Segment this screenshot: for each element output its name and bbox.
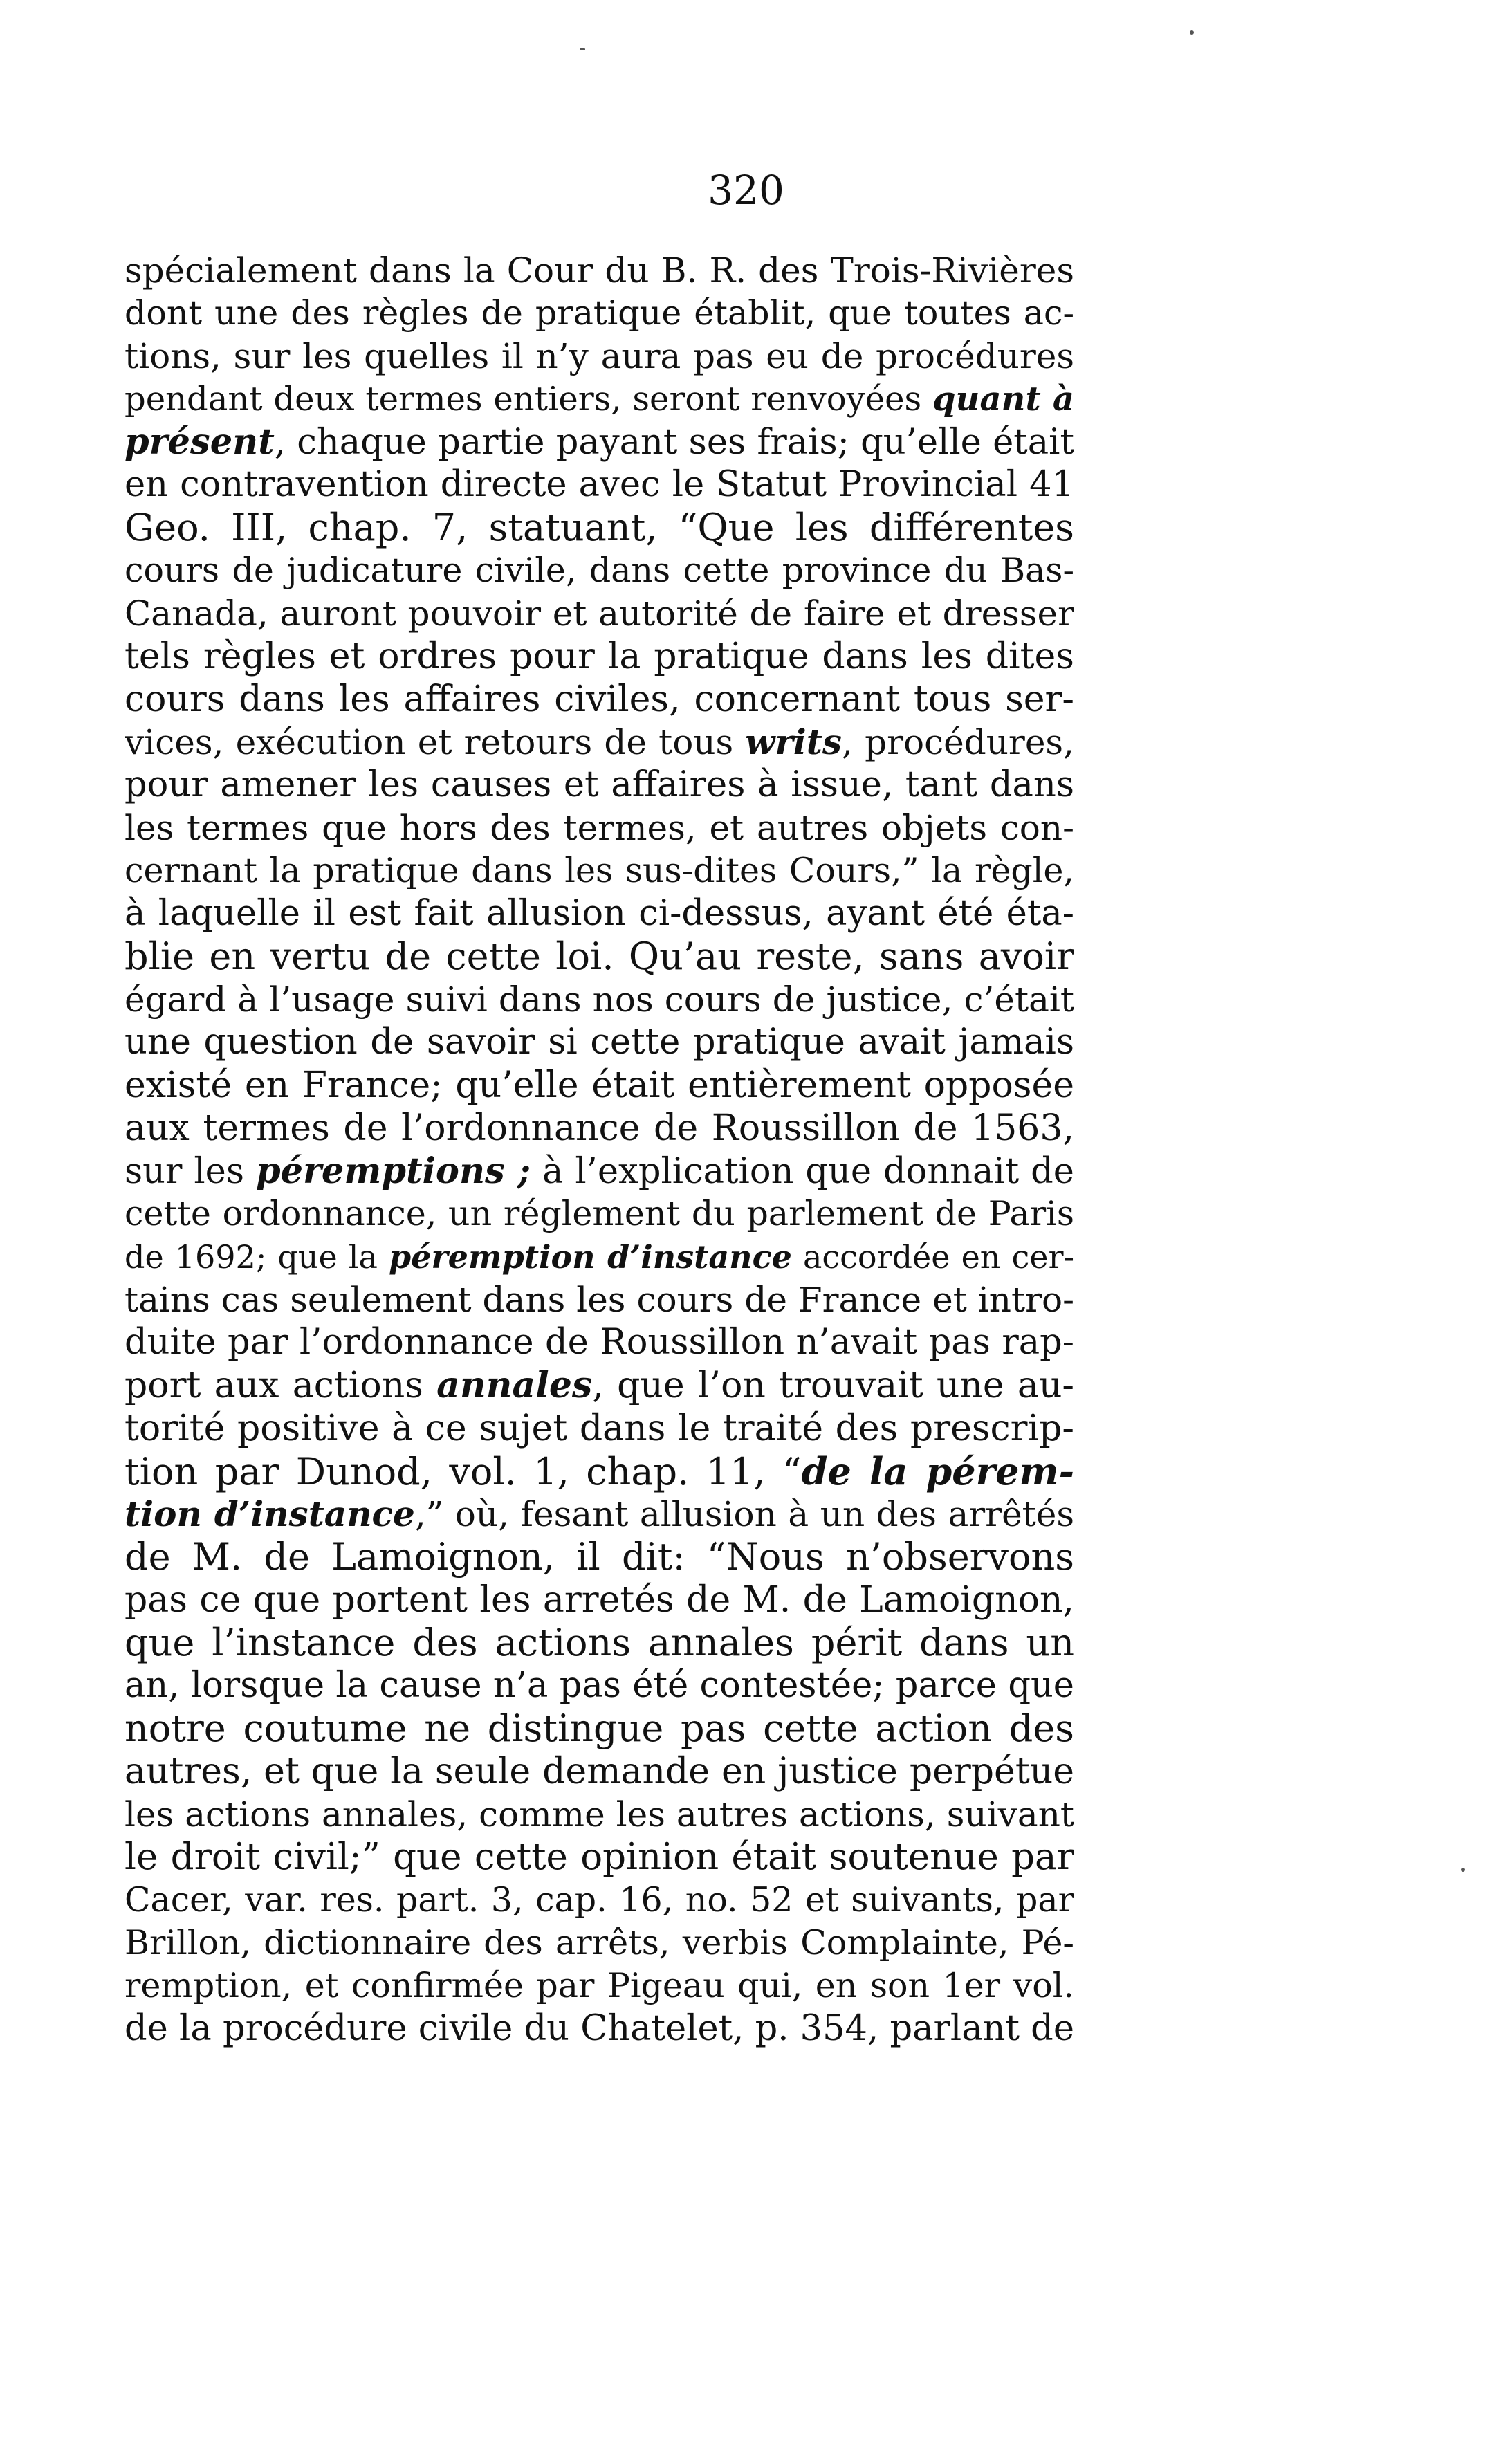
text-run: remption, et confirmée par Pigeau qui, en son 1er vol. [125,1966,1074,2005]
text-run: de la procédure civile du Chatelet, p. 354, parlant de [125,2008,1074,2049]
text-run: que l’instance des actions annales périt dans un [125,1621,1074,1664]
text-line [125,807,1074,849]
text-run: de 1692; que la [125,1238,389,1276]
text-run: Cacer, var. res. part. 3, cap. 16, no. 52 et suivants, par [125,1880,1074,1920]
text-run: , chaque partie payant ses frais; qu’elle était [274,422,1074,463]
text-run: le droit civil;” que cette opinion était soutenue par [125,1836,1074,1878]
text-run: cours dans les affaires civiles, concernant tous ser- [125,679,1074,720]
text-line [125,935,1074,978]
text-line [125,1621,1074,1664]
text-run: vices, exécution et retours de tous [125,722,746,762]
text-line [125,1664,1074,1707]
text-line [125,249,1074,292]
text-run: cours de judicature civile, dans cette province du Bas- [125,551,1074,590]
text-run: an, lorsque la cause n’a pas été contestée; parce que [125,1665,1074,1706]
text-run: tains cas seulement dans les cours de France et intro- [125,1280,1074,1320]
text-line [125,1193,1074,1235]
text-line [125,1493,1074,1536]
text-run: Canada, auront pouvoir et autorité de faire et dresser [125,594,1074,634]
text-run: spécialement dans la Cour du B. R. des Trois-Rivières [125,250,1074,291]
text-run: duite par l’ordonnance de Roussillon n’avait pas rap- [125,1322,1074,1363]
text-run: Brillon, dictionnaire des arrêts, verbis Complainte, Pé- [125,1923,1074,1962]
text-line [125,1707,1074,1750]
text-line [125,506,1074,549]
page-number: 320 [708,167,784,214]
text-line [125,1536,1074,1579]
text-line [125,549,1074,592]
text-line [125,421,1074,463]
text-run: en contravention directe avec le Statut Provincial 41 [125,464,1074,505]
text-line [125,463,1074,506]
italic-text: writs [745,721,842,762]
text-line [125,1750,1074,1793]
scan-speck [580,48,585,50]
text-line [125,2007,1074,2050]
text-run: pas ce que portent les arretés de M. de Lamoignon, [125,1579,1074,1621]
text-run: port aux actions [125,1365,437,1406]
text-line [125,1364,1074,1407]
text-run: à l’explication que donnait de [531,1151,1074,1192]
text-line [125,1107,1074,1150]
text-line [125,378,1074,421]
text-run: aux termes de l’ordonnance de Roussillon de 1563, [125,1107,1074,1149]
text-run: Geo. III, chap. 7, statuant, “Que les différentes [125,506,1074,549]
text-line [125,892,1074,935]
text-line [125,678,1074,721]
text-line [125,1321,1074,1364]
text-run: les actions annales, comme les autres actions, suivant [125,1794,1074,1835]
text-line [125,1150,1074,1193]
text-run: pendant deux termes entiers, seront renvoyées [125,380,932,419]
text-line [125,1836,1074,1879]
text-run: tions, sur les quelles il n’y aura pas eu de procédures [125,336,1074,376]
text-line [125,335,1074,378]
text-line [125,1278,1074,1321]
text-line [125,849,1074,892]
text-line [125,1793,1074,1836]
text-run: égard à l’usage suivi dans nos cours de justice, c’était [125,980,1074,1020]
text-line [125,1922,1074,1965]
text-line [125,1450,1074,1493]
text-run: autres, et que la seule demande en justice perpétue [125,1751,1074,1792]
text-run: tels règles et ordres pour la pratique dans les dites [125,636,1074,677]
text-line [125,292,1074,335]
text-run: à laquelle il est fait allusion ci-dessus, ayant été éta- [125,893,1074,934]
text-run: sur les [125,1151,256,1192]
text-run: pour amener les causes et affaires à issue, tant dans [125,764,1074,805]
scan-speck [1190,30,1194,35]
text-run: , procédures, [842,722,1074,762]
text-line [125,978,1074,1021]
text-run: cernant la pratique dans les sus-dites Cours,” la règle, [125,851,1074,890]
text-line [125,1235,1074,1278]
text-line [125,764,1074,807]
text-run: tion par Dunod, vol. 1, chap. 11, “ [125,1450,802,1493]
italic-text: quant à [932,380,1074,419]
text-line [125,592,1074,635]
scan-speck [1461,1868,1465,1872]
italic-text: péremption d’instance [389,1238,792,1276]
body-text [125,249,1074,2050]
text-run: ,” où, fesant allusion à un des arrêtés [414,1494,1074,1534]
text-line [125,1021,1074,1064]
text-run: existé en France; qu’elle était entièrement opposée [125,1065,1074,1106]
italic-text: présent [125,421,275,463]
text-line [125,635,1074,678]
text-run: dont une des règles de pratique établit, que toutes ac- [125,293,1074,333]
text-line [125,1407,1074,1450]
italic-text: tion d’instance [125,1493,415,1534]
text-run: accordée en cer- [791,1238,1074,1276]
text-run: cette ordonnance, un réglement du parlement de Paris [125,1194,1074,1233]
text-line [125,1579,1074,1621]
text-run: torité positive à ce sujet dans le traité des prescrip- [125,1408,1074,1449]
text-line [125,721,1074,764]
text-run: une question de savoir si cette pratique avait jamais [125,1022,1074,1063]
text-run: , que l’on trouvait une au- [592,1365,1074,1406]
text-run: blie en vertu de cette loi. Qu’au reste, sans avoir [125,935,1074,978]
text-line [125,1879,1074,1922]
italic-text: de la pérem- [801,1450,1074,1493]
text-line [125,1064,1074,1107]
italic-text: péremptions ; [255,1150,531,1192]
italic-text: annales [436,1364,593,1406]
text-run: de M. de Lamoignon, il dit: “Nous n’observons [125,1536,1074,1579]
text-run: les termes que hors des termes, et autres objets con- [125,808,1074,848]
text-line [125,1965,1074,2007]
text-run: notre coutume ne distingue pas cette action des [125,1707,1074,1750]
